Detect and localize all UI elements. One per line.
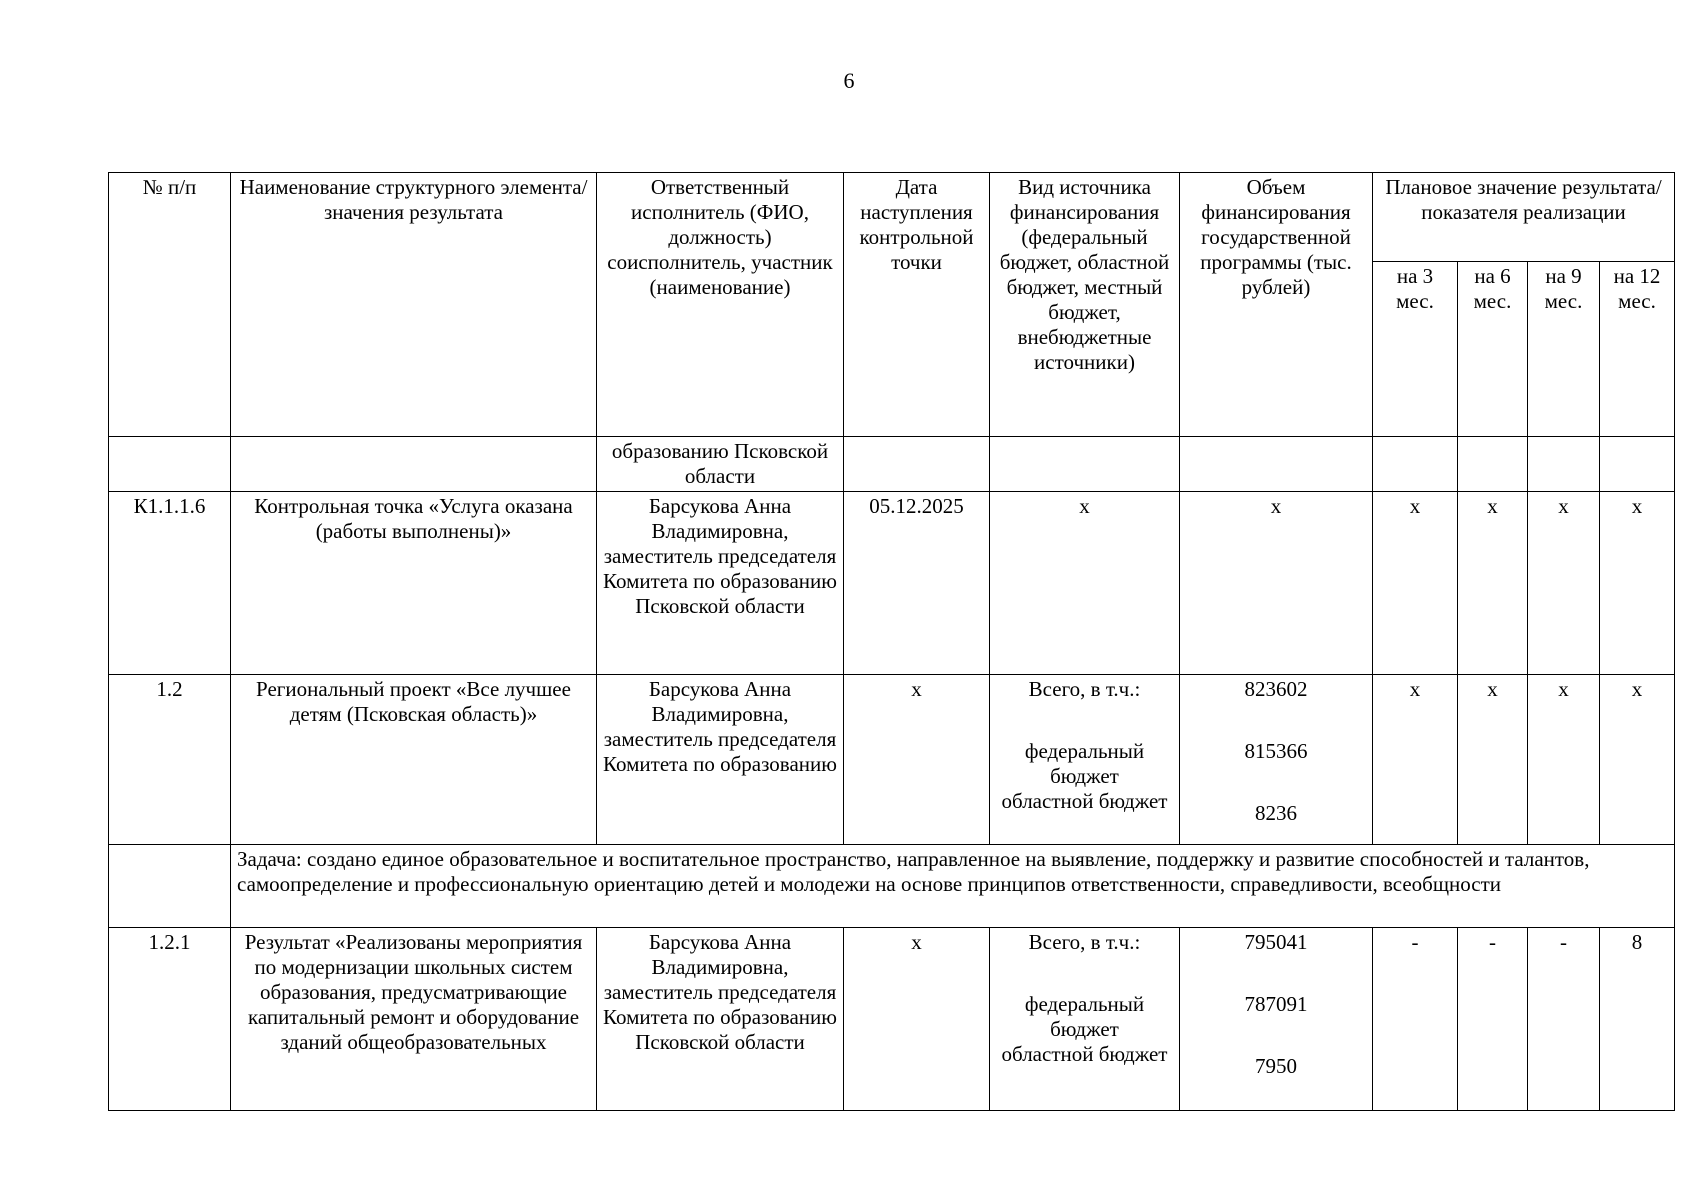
header-volume: Объем финансирования государственной программы (тыс. рублей)	[1180, 173, 1373, 437]
volume-total: 795041	[1244, 930, 1308, 954]
source-federal: федеральный бюджет	[1024, 992, 1145, 1041]
cell-m3: -	[1373, 928, 1458, 1111]
cell-source	[990, 437, 1180, 492]
volume-regional: 7950	[1255, 1054, 1297, 1078]
header-date: Дата наступления контрольной точки	[844, 173, 990, 437]
header-m12: на 12 мес.	[1600, 262, 1675, 437]
cell-m12: х	[1600, 675, 1675, 845]
cell-source	[990, 928, 1180, 1111]
cell-date: 05.12.2025	[844, 492, 990, 675]
cell-m9: х	[1528, 492, 1600, 675]
cell-m3: х	[1373, 675, 1458, 845]
cell-m12	[1600, 437, 1675, 492]
cell-source	[990, 675, 1180, 845]
volume-federal: 787091	[1244, 992, 1308, 1016]
cell-m9	[1528, 437, 1600, 492]
cell-m3: х	[1373, 492, 1458, 675]
cell-m9: х	[1528, 675, 1600, 845]
cell-date	[844, 437, 990, 492]
source-federal: федеральный бюджет	[1024, 739, 1145, 788]
cell-num: 1.2.1	[109, 928, 231, 1111]
task-text: Задача: создано единое образовательное и воспитательное пространство, направленное на выявление, поддержку и развитие способностей и талантов, самоопределение и профессиональную ориентацию детей и молодежи на основе принципов ответственности, справедливости, всеобщности	[231, 845, 1675, 928]
cell-name	[231, 437, 597, 492]
volume-total: 823602	[1244, 677, 1308, 701]
cell-m12: 8	[1600, 928, 1675, 1111]
cell-volume: х	[1180, 492, 1373, 675]
table-row	[109, 675, 1675, 845]
table-row	[109, 437, 1675, 492]
cell-volume	[1180, 437, 1373, 492]
plan-table	[108, 172, 1675, 1111]
cell-m6: х	[1458, 492, 1528, 675]
cell-num: К1.1.1.6	[109, 492, 231, 675]
task-row	[109, 845, 1675, 928]
table-row	[109, 492, 1675, 675]
cell-name: Результат «Реализованы мероприятия по модернизации школьных систем образования, предусматривающие капитальный ремонт и оборудование зданий общеобразовательных	[231, 928, 597, 1111]
cell-volume	[1180, 928, 1373, 1111]
volume-regional: 8236	[1255, 801, 1297, 825]
cell-name: Контрольная точка «Услуга оказана (работы выполнены)»	[231, 492, 597, 675]
cell-m9: -	[1528, 928, 1600, 1111]
header-responsible: Ответственный исполнитель (ФИО, должность) соисполнитель, участник (наименование)	[597, 173, 844, 437]
header-source: Вид источника финансирования (федеральный бюджет, областной бюджет, местный бюджет, внебюджетные источники)	[990, 173, 1180, 437]
cell-date: х	[844, 928, 990, 1111]
table-row	[109, 928, 1675, 1111]
page-number: 6	[843, 68, 855, 93]
cell-num: 1.2	[109, 675, 231, 845]
header-m6: на 6 мес.	[1458, 262, 1528, 437]
cell-m6: х	[1458, 675, 1528, 845]
cell-responsible: образованию Псковской области	[597, 437, 844, 492]
header-row-main	[109, 173, 1675, 262]
cell-volume	[1180, 675, 1373, 845]
cell-m6: -	[1458, 928, 1528, 1111]
cell-responsible: Барсукова Анна Владимировна, заместитель председателя Комитета по образованию Псковской области	[597, 492, 844, 675]
cell-num	[109, 845, 231, 928]
header-num: № п/п	[109, 173, 231, 437]
source-regional: областной бюджет	[1001, 1042, 1168, 1066]
cell-responsible: Барсукова Анна Владимировна, заместитель председателя Комитета по образованию Псковской области	[597, 928, 844, 1111]
header-name: Наименование структурного элемента/ значения результата	[231, 173, 597, 437]
source-regional: областной бюджет	[1001, 789, 1168, 813]
cell-m12: х	[1600, 492, 1675, 675]
cell-num	[109, 437, 231, 492]
cell-source: х	[990, 492, 1180, 675]
volume-federal: 815366	[1244, 739, 1308, 763]
cell-m6	[1458, 437, 1528, 492]
cell-responsible: Барсукова Анна Владимировна, заместитель председателя Комитета по образованию	[597, 675, 844, 845]
header-m3: на 3 мес.	[1373, 262, 1458, 437]
header-m9: на 9 мес.	[1528, 262, 1600, 437]
cell-date: х	[844, 675, 990, 845]
source-total: Всего, в т.ч.:	[1028, 677, 1141, 701]
cell-name: Региональный проект «Все лучшее детям (Псковская область)»	[231, 675, 597, 845]
cell-m3	[1373, 437, 1458, 492]
source-total: Всего, в т.ч.:	[1028, 930, 1141, 954]
header-plan: Плановое значение результата/показателя реализации	[1373, 173, 1675, 262]
